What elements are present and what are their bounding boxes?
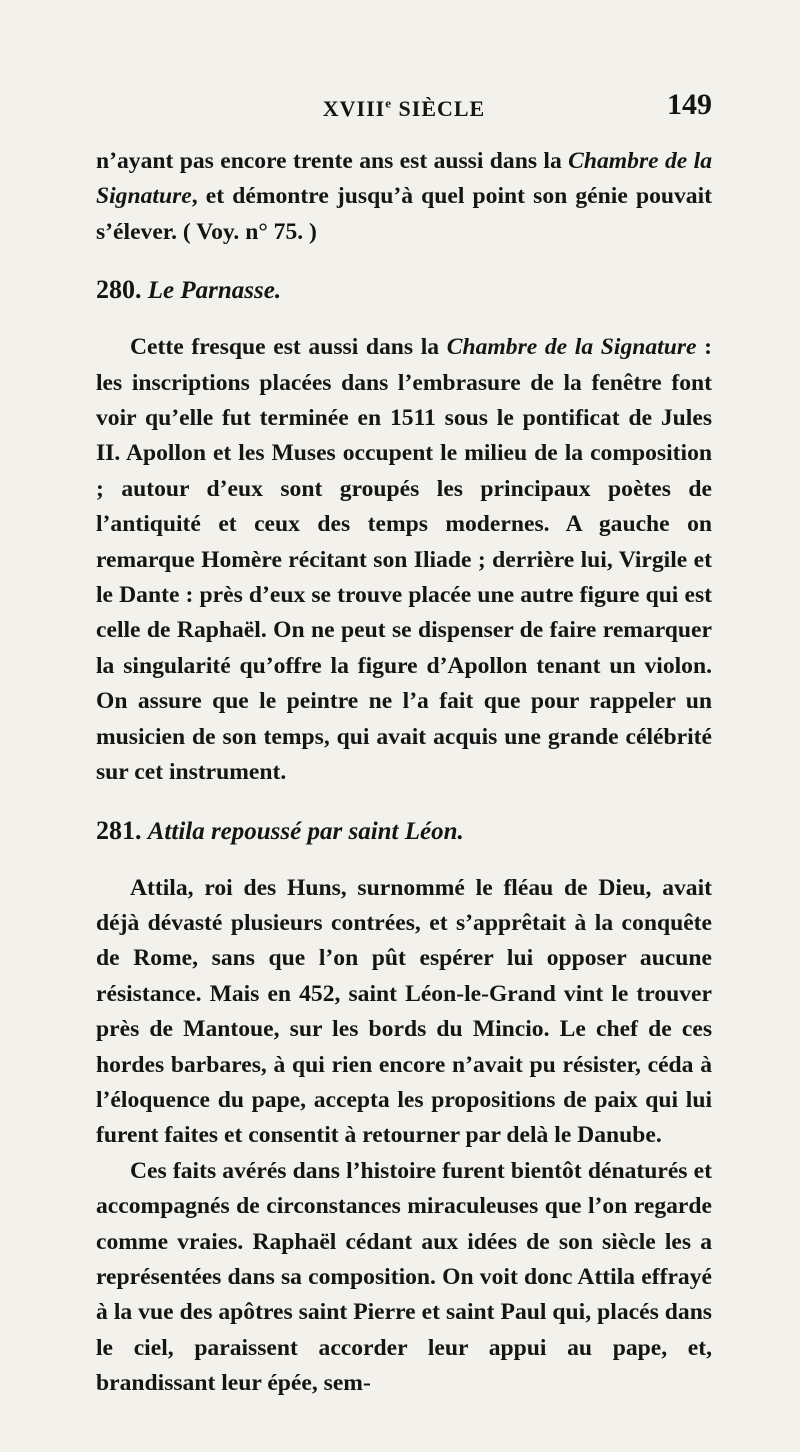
paragraph-attila-2: Ces faits avérés dans l’histoire furent bientôt dénaturés et accompagnés de circonstances miraculeuses que l’on regarde comme vraies. Raphaël cédant aux idées de son siècle les a représentées dans sa composition. On voit donc Attila effrayé à la vue des apôtres saint Pierre et saint Paul qui, placés dans le ciel, paraissent accorder leur appui au pape, et, brandissant leur épée, sem- [96, 1157, 712, 1397]
italic-work-title: Chambre de la Signature [446, 334, 697, 361]
entry-number: 280. [96, 275, 142, 305]
running-head [96, 84, 712, 124]
italic-work-title: Chambre de la Signature [96, 148, 712, 210]
entry-heading-280 [96, 272, 712, 308]
page-number: 149 [667, 88, 712, 121]
running-title-superscript: e [385, 95, 393, 111]
entry-heading-281 [96, 813, 712, 849]
entry-number: 281. [96, 815, 142, 845]
paragraph-parnasse: Cette fresque est aussi dans la Chambre de la Signature : les inscriptions placées dans l’embrasure de la fenêtre font voir qu’elle fut terminée en 1511 sous le pontificat de Jules II. Apollon et les Muses occupent le milieu de la composition ; autour d’eux sont groupés les principaux poètes de l’antiquité et ceux des temps modernes. A gauche on remarque Homère récitant son Iliade ; derrière lui, Virgile et le Dante : près d’eux se trouve placée une autre figure qui est celle de Raphaël. On ne peut se dispenser de faire remarquer la singularité qu’offre la figure d’Apollon tenant un violon. On assure que le peintre ne l’a fait que pour rappeler un musicien de son temps, qui avait acquis une grande célébrité sur cet instrument. [96, 334, 713, 786]
running-title: XVIIIe SIÈCLE [322, 95, 486, 121]
paragraph-continuation: n’ayant pas encore trente ans est aussi dans la Chambre de la Signature, et démontre jusqu’à quel point son génie pouvait s’élever. ( Voy. n° 75. ) [96, 148, 712, 245]
paragraph-attila-1: Attila, roi des Huns, surnommé le fléau de Dieu, avait déjà dévasté plusieurs contrées, et s’apprêtait à la conquête de Rome, sans que l’on pût espérer lui opposer aucune résistance. Mais en 452, saint Léon-le-Grand vint le trouver près de Mantoue, sur les bords du Mincio. Le chef de ces hordes barbares, à qui rien encore n’avait pu résister, céda à l’éloquence du pape, accepta les propositions de paix qui lui furent faites et consentit à retourner par delà le Danube. [96, 874, 712, 1149]
entry-title: Le Parnasse. [147, 277, 282, 305]
entry-title: Attila repoussé par saint Léon. [147, 817, 464, 845]
page-body [96, 144, 712, 1402]
